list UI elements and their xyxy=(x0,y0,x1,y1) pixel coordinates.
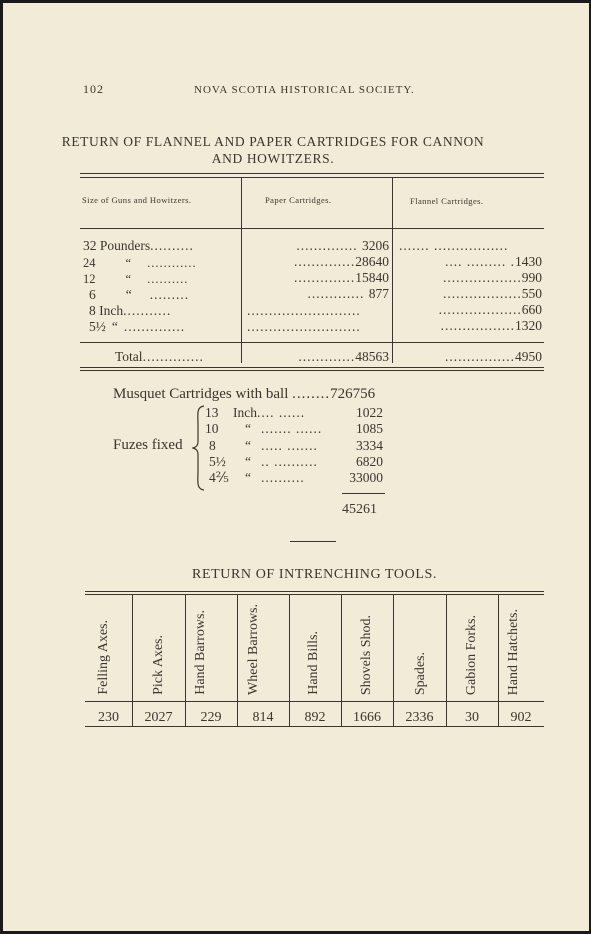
size-row-6: 5½ “ .............. xyxy=(89,319,186,334)
col-divider-1 xyxy=(241,177,242,363)
tools-header-row xyxy=(85,595,544,701)
tool-divider-5 xyxy=(341,595,342,701)
tool-col-felling-axes: Felling Axes. xyxy=(96,620,111,695)
tool-value: 1666 xyxy=(353,710,381,725)
flannel-row-1: ....... ................. xyxy=(399,238,509,253)
paper-row-6: .......................... xyxy=(247,319,361,334)
tool-col-hand-barrows: Hand Barrows. xyxy=(193,610,208,695)
cartridges-title-line1: RETURN OF FLANNEL AND PAPER CARTRIDGES FOR CANNON xyxy=(61,134,485,149)
tool-divider-4 xyxy=(289,595,290,701)
tool-value: 2336 xyxy=(405,710,434,725)
fuzes-label: Fuzes fixed xyxy=(113,437,183,453)
total-label: Total.............. xyxy=(115,349,204,364)
tool-col-wheel-barrows: Wheel Barrows. xyxy=(246,604,261,695)
tool-value: 30 xyxy=(465,710,479,725)
total-rule xyxy=(80,342,544,343)
tool-divider-1 xyxy=(132,595,133,701)
fuzes-total: 45261 xyxy=(342,502,377,517)
table-bottom-rule-2 xyxy=(80,370,544,371)
col-head-paper: Paper Cartridges. xyxy=(265,195,332,205)
table-top-rule-2 xyxy=(80,177,544,178)
size-row-3: 12 “ .......... xyxy=(83,272,189,286)
tool-col-hand-hatchets: Hand Hatchets. xyxy=(506,608,521,695)
tool-value: 902 xyxy=(510,710,532,725)
tool-divider-2 xyxy=(185,595,186,701)
paper-row-3: ..............15840 xyxy=(294,270,389,285)
tool-divider-6 xyxy=(393,595,394,701)
fuzes-sum-rule xyxy=(342,493,385,494)
flannel-row-3: ..................990 xyxy=(443,270,542,285)
tool-col-hand-bills: Hand Bills. xyxy=(306,631,321,695)
tool-divider-3 xyxy=(237,595,238,701)
paper-row-4: ............. 877 xyxy=(307,286,389,301)
tool-col-gabion-forks: Gabion Forks. xyxy=(464,614,479,695)
paper-row-5: .......................... xyxy=(247,303,361,318)
tool-value: 229 xyxy=(200,710,222,725)
table-top-rule-1 xyxy=(80,173,544,174)
musquet-line: Musquet Cartridges with ball ........726756 xyxy=(113,386,376,402)
tool-value: 892 xyxy=(304,710,326,725)
fuze-row-4: 5½ “ .. .......... 6820 xyxy=(209,454,383,469)
flannel-row-6: .................1320 xyxy=(440,318,542,333)
tool-divider-7 xyxy=(446,595,447,701)
tool-value: 2027 xyxy=(144,710,173,725)
paper-row-2: ..............28640 xyxy=(294,254,389,269)
flannel-row-5: ...................660 xyxy=(438,302,542,317)
size-row-4: 6 “ ......... xyxy=(89,287,190,302)
col-divider-2 xyxy=(392,177,393,363)
tool-value: 814 xyxy=(252,710,274,725)
tool-divider-8 xyxy=(498,595,499,701)
col-head-size: Size of Guns and Howitzers. xyxy=(82,195,192,205)
tools-title: RETURN OF INTRENCHING TOOLS. xyxy=(192,567,437,582)
tools-bottom-rule xyxy=(85,726,544,727)
running-title: NOVA SCOTIA HISTORICAL SOCIETY. xyxy=(194,84,415,96)
flannel-row-4: ..................550 xyxy=(443,286,542,301)
tool-value: 230 xyxy=(98,710,119,725)
tools-values-row xyxy=(85,702,544,728)
size-row-5: 8 Inch........... xyxy=(89,303,172,318)
fuze-row-2: 10 “ ....... ...... 1085 xyxy=(205,421,383,436)
cartridges-title-line2: AND HOWITZERS. xyxy=(211,151,335,166)
paper-row-1: .............. 3206 xyxy=(296,238,389,253)
fuze-row-1: 13 Inch.... ...... 1022 xyxy=(205,405,383,420)
col-head-flannel: Flannel Cartridges. xyxy=(410,196,484,206)
tool-col-pick-axes: Pick Axes. xyxy=(151,635,166,695)
tool-col-spades: Spades. xyxy=(413,651,428,695)
total-flannel: ................4950 xyxy=(445,349,542,364)
book-page xyxy=(3,3,589,931)
page-number: 102 xyxy=(83,82,104,96)
section-divider xyxy=(290,541,336,542)
fuze-row-5: 4⅖ “ .......... 33000 xyxy=(209,470,383,485)
brace-icon xyxy=(192,405,206,491)
total-paper: .............48563 xyxy=(298,349,389,364)
table-bottom-rule-1 xyxy=(80,367,544,368)
fuze-row-3: 8 “ ..... ....... 3334 xyxy=(209,438,383,453)
head-rule xyxy=(80,228,544,229)
flannel-row-2: .... ......... .1430 xyxy=(445,254,542,269)
tool-col-shovels-shod: Shovels Shod. xyxy=(359,614,374,695)
size-row-1: 32 Pounders.......... xyxy=(83,238,194,253)
size-row-2: 24 “ ............ xyxy=(83,256,197,270)
